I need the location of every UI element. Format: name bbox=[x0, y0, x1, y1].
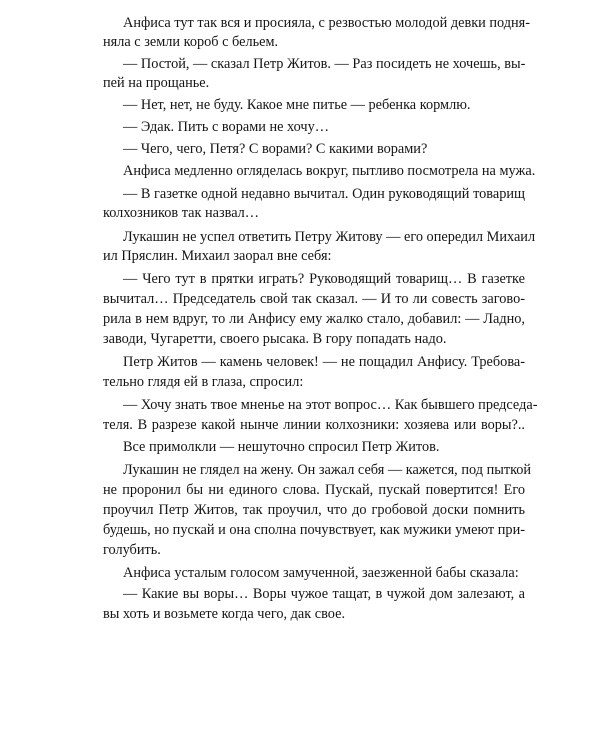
text-line: — Эдак. Пить с ворами не хочу… bbox=[123, 119, 330, 135]
text-line: Анфиса усталым голосом замученной, заезженной бабы сказала: bbox=[123, 565, 519, 581]
text-line: Лукашин не глядел на жену. Он зажал себя — кажется, под пыткой bbox=[123, 462, 532, 478]
text-line: будешь, но пускай и она сполна почувствует, как мужики умеют при- bbox=[103, 522, 525, 538]
text-line: голубить. bbox=[103, 542, 161, 558]
text-line: ил Пряслин. Михаил заорал вне себя: bbox=[103, 248, 332, 264]
text-line: теля. В разрезе какой нынче линии колхозники: хозяева или воры?.. bbox=[103, 417, 525, 433]
text-line: няла с земли короб с бельем. bbox=[103, 34, 279, 50]
text-line: заводи, Чугаретти, своего рысака. В гору попадать надо. bbox=[103, 331, 447, 347]
text-line: вы хоть и возьмете когда чего, дак свое. bbox=[103, 606, 346, 622]
text-line: — Чего, чего, Петя? С ворами? С какими ворами? bbox=[123, 141, 428, 157]
text-line: пей на прощанье. bbox=[103, 75, 210, 91]
text-line: Лукашин не успел ответить Петру Житову — его опередил Михаил bbox=[123, 229, 536, 245]
text-line: Анфиса тут так вся и просияла, с резвостью молодой девки подня- bbox=[123, 15, 531, 31]
text-line: вычитал… Председатель свой так сказал. — И то ли совесть загово- bbox=[103, 291, 525, 307]
text-line: не проронил бы ни единого слова. Пускай, пускай повертится! Его bbox=[103, 482, 525, 498]
text-line: колхозников так назвал… bbox=[103, 205, 260, 221]
text-line: Петр Житов — камень человек! — не пощадил Анфису. Требова- bbox=[123, 354, 525, 370]
text-line: тельно глядя ей в глаза, спросил: bbox=[103, 374, 304, 390]
text-line: — Чего тут в прятки играть? Руководящий товарищ… В газетке bbox=[123, 271, 525, 287]
text-line: — Какие вы воры… Воры чужое тащат, в чужой дом залезают, а bbox=[123, 586, 525, 602]
text-line: Анфиса медленно огляделась вокруг, пытливо посмотрела на мужа. bbox=[123, 163, 536, 179]
text-line: Все примолкли — нешуточно спросил Петр Житов. bbox=[123, 439, 440, 455]
text-line: — Постой, — сказал Петр Житов. — Раз посидеть не хочешь, вы- bbox=[123, 56, 526, 72]
text-line: — Нет, нет, не буду. Какое мне питье — ребенка кормлю. bbox=[123, 97, 471, 113]
text-line: — В газетке одной недавно вычитал. Один руководящий товарищ bbox=[123, 186, 525, 202]
text-line: рила в нем вдруг, то ли Анфису ему жалко стало, добавил: — Ладно, bbox=[103, 311, 525, 327]
text-line: — Хочу знать твое мненье на этот вопрос… Как бывшего председа- bbox=[123, 397, 538, 413]
text-line: проучил Петр Житов, так проучил, что до гробовой доски помнить bbox=[103, 502, 525, 518]
